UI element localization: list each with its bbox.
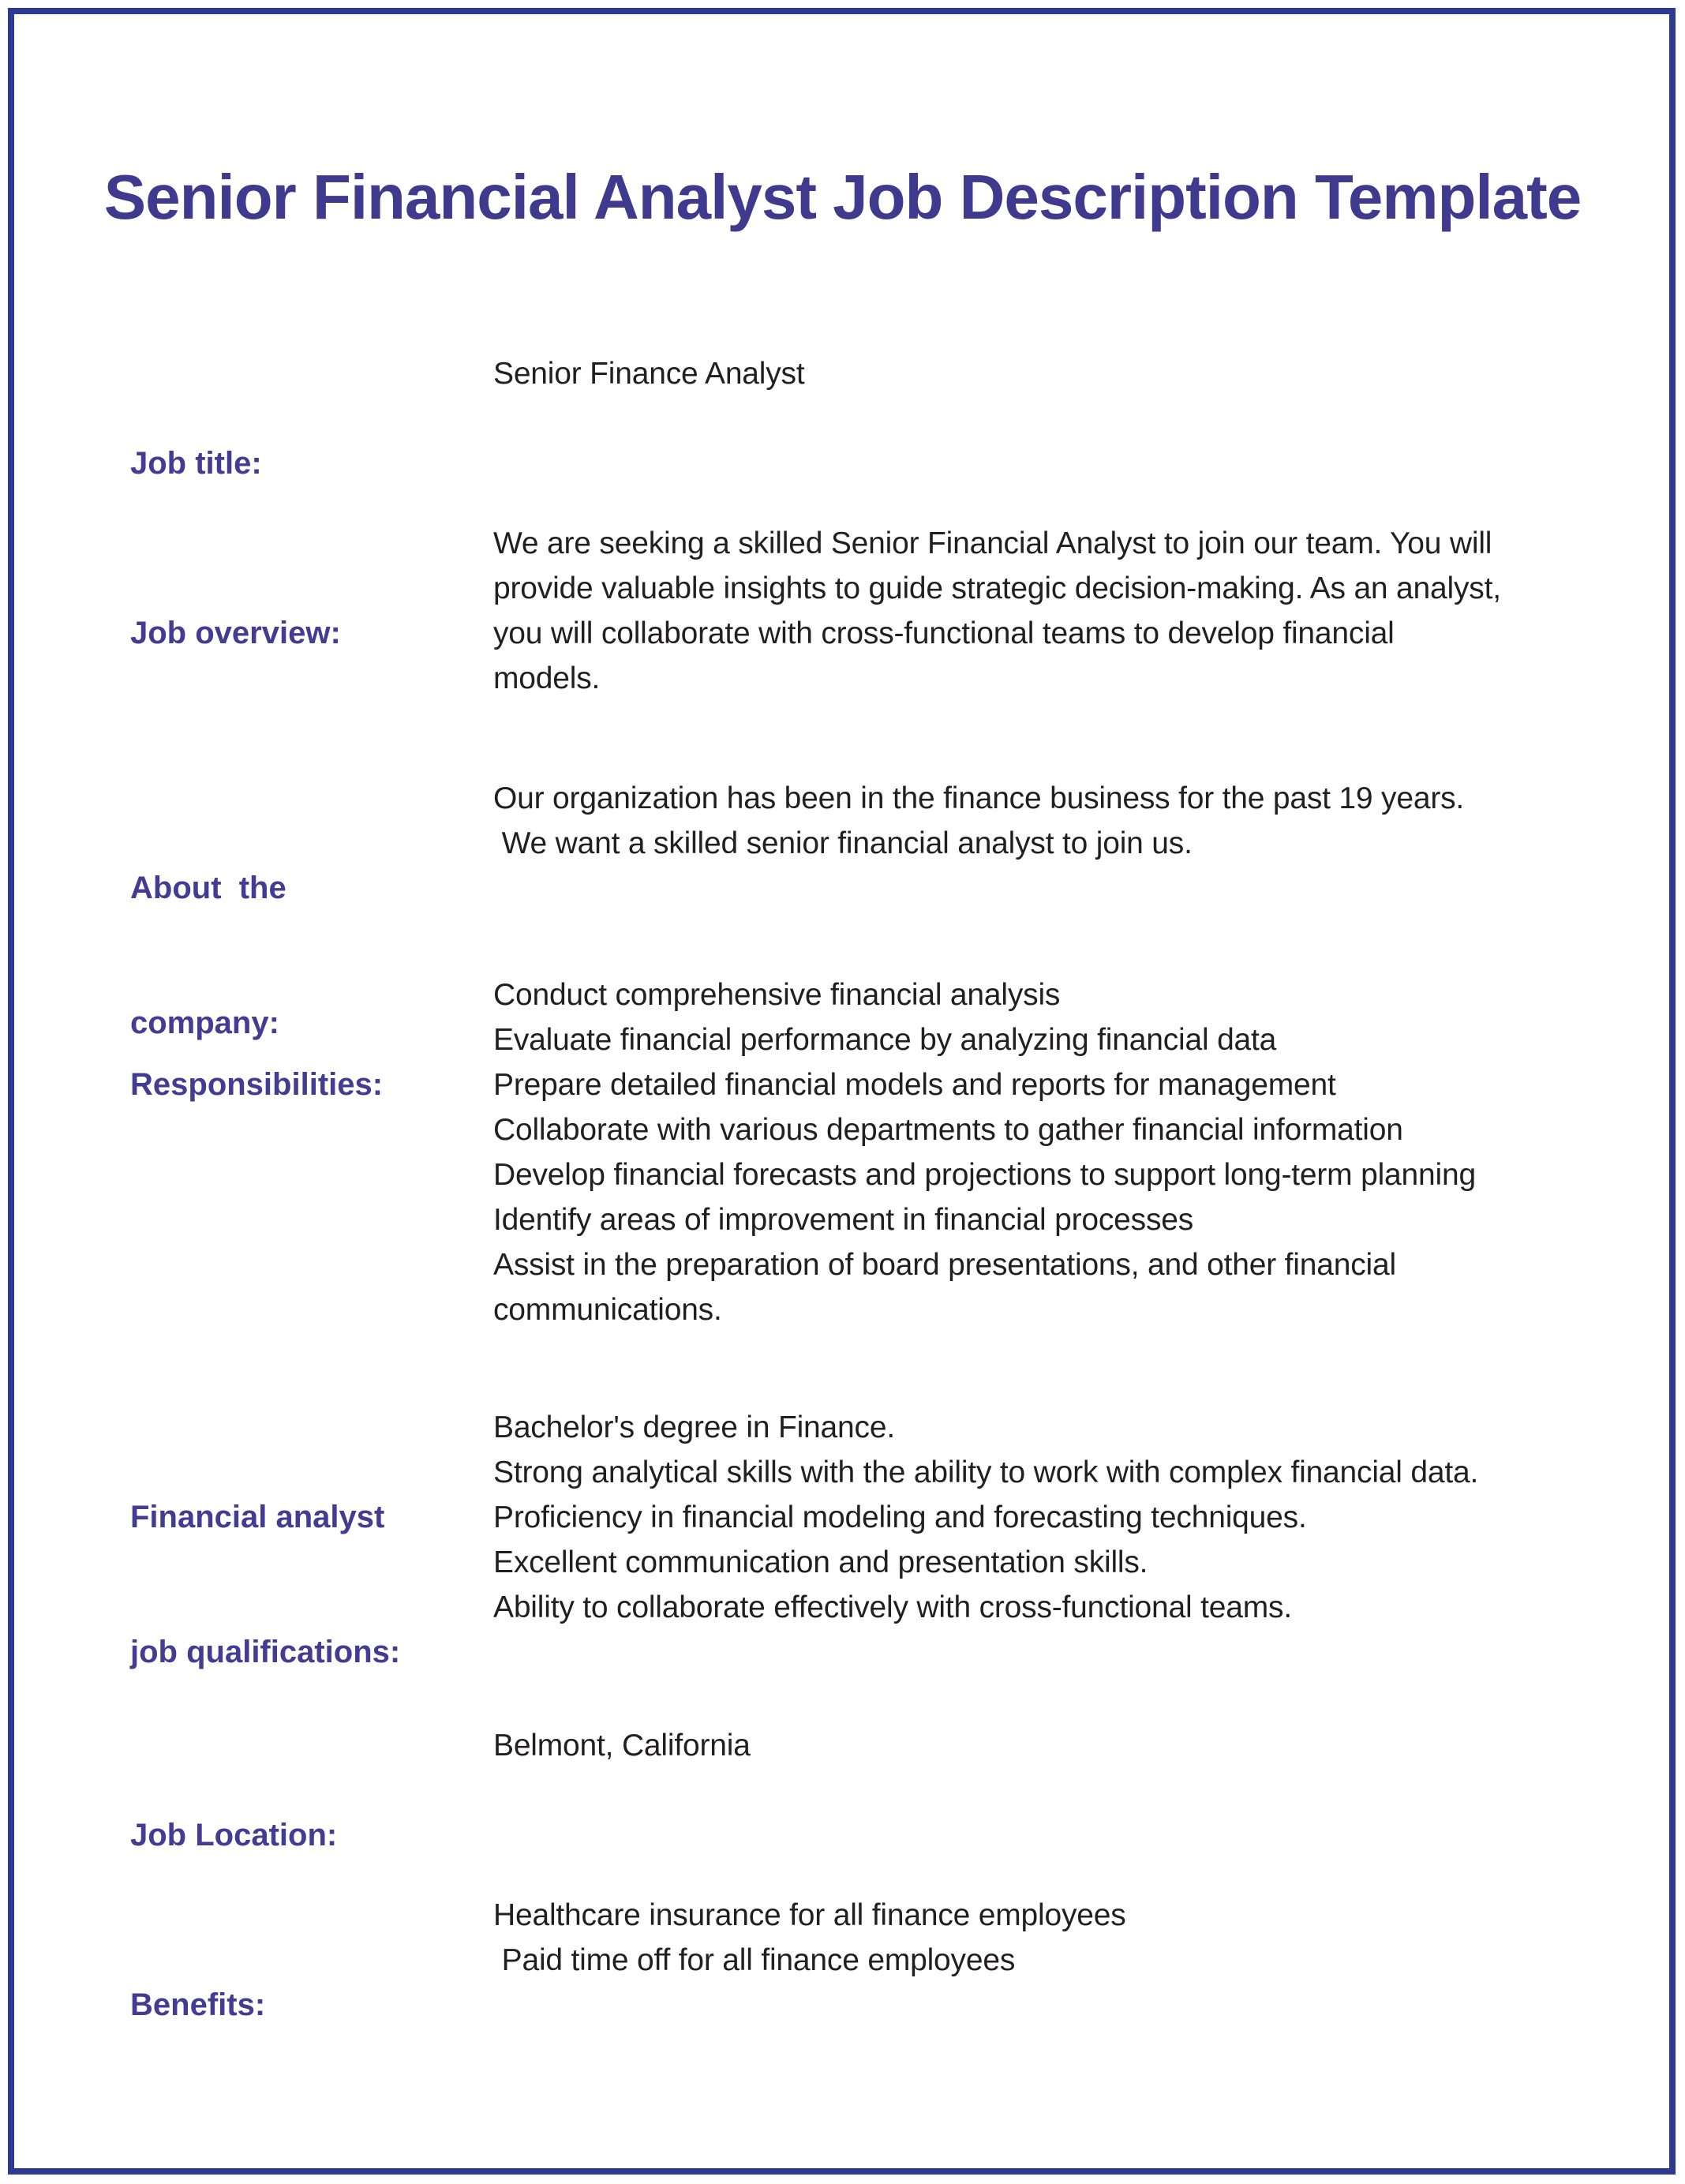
body-line: Conduct comprehensive financial analysis: [493, 978, 1061, 1012]
body-line: Belmont, California: [493, 1729, 751, 1763]
body-line: Paid time off for all finance employees: [493, 1943, 1016, 1977]
body-line: Senior Finance Analyst: [493, 357, 805, 391]
body-line: Evaluate financial performance by analyzing financial data: [493, 1023, 1277, 1057]
body-line: Ability to collaborate effectively with cross-functional teams.: [493, 1590, 1292, 1624]
label-line: About the: [130, 871, 286, 905]
body-line: Excellent communication and presentation skills.: [493, 1545, 1148, 1579]
body-line: you will collaborate with cross-functional teams to develop financial: [493, 616, 1395, 650]
label-line: Job title:: [130, 446, 262, 481]
label-line: job qualifications:: [130, 1635, 401, 1669]
label-line: Responsibilities:: [130, 1067, 384, 1102]
section-benefits: [130, 1893, 1610, 2118]
body-line: provide valuable insights to guide strategic decision-making. As an analyst,: [493, 571, 1501, 605]
page-title: Senior Financial Analyst Job Description Template: [103, 161, 1582, 232]
body-line: Proficiency in financial modeling and forecasting techniques.: [493, 1500, 1307, 1534]
body-line: communications.: [493, 1293, 722, 1327]
body-line: Assist in the preparation of board presentations, and other financial: [493, 1248, 1396, 1282]
section-financial-analyst-job-qualifications-body: [493, 1405, 1610, 1630]
body-line: Our organization has been in the finance business for the past 19 years.: [493, 781, 1465, 815]
section-job-overview: [130, 521, 1610, 746]
body-line: We are seeking a skilled Senior Financial Analyst to join our team. You will: [493, 526, 1492, 560]
section-responsibilities: [130, 972, 1610, 1332]
section-benefits-body: [493, 1893, 1610, 1983]
body-line: Strong analytical skills with the ability to work with complex financial data.: [493, 1455, 1479, 1489]
section-financial-analyst-job-qualifications: [130, 1405, 1610, 1765]
section-job-overview-label: [130, 521, 493, 746]
body-line: Bachelor's degree in Finance.: [493, 1410, 895, 1444]
section-job-title-body: [493, 351, 1610, 396]
section-job-location-body: [493, 1723, 1610, 1768]
body-line: Prepare detailed financial models and reports for management: [493, 1068, 1336, 1102]
section-responsibilities-label: [130, 972, 493, 1197]
section-benefits-label: [130, 1893, 493, 2118]
label-line: Job Location:: [130, 1818, 338, 1852]
label-line: Job overview:: [130, 616, 341, 650]
body-line: We want a skilled senior financial analyst to join us.: [493, 826, 1193, 860]
section-financial-analyst-job-qualifications-label: [130, 1405, 493, 1765]
body-line: Healthcare insurance for all finance employees: [493, 1898, 1126, 1932]
body-line: Identify areas of improvement in financial processes: [493, 1203, 1194, 1237]
section-job-overview-body: [493, 521, 1610, 701]
body-line: Collaborate with various departments to gather financial information: [493, 1113, 1403, 1147]
section-responsibilities-body: [493, 972, 1610, 1332]
label-line: Benefits:: [130, 1987, 266, 2022]
section-about-the-company-body: [493, 776, 1610, 866]
label-line: Financial analyst: [130, 1500, 385, 1534]
label-line: company:: [130, 1006, 279, 1040]
body-line: Develop financial forecasts and projections to support long-term planning: [493, 1158, 1476, 1192]
body-line: models.: [493, 661, 601, 695]
